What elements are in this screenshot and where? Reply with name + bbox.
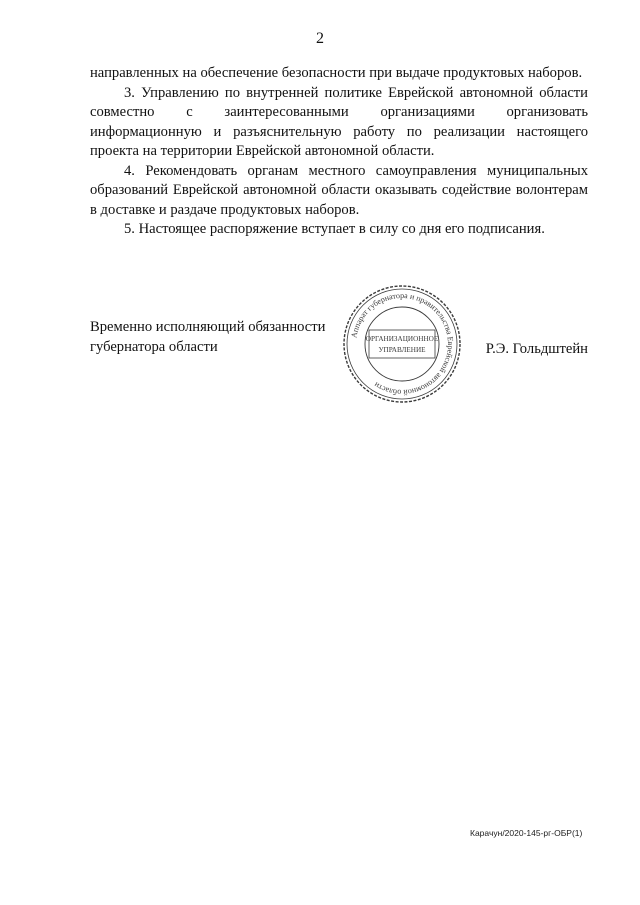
seal-center-line-1: ОРГАНИЗАЦИОННОЕ [365, 335, 439, 343]
seal-center-line-2: УПРАВЛЕНИЕ [378, 346, 426, 354]
document-body [90, 64, 588, 240]
paragraph-item-4: 4. Рекомендовать органам местного самоуправления муниципальных образований Еврейской автономной области оказывать содействие волонтерам в доставке и раздаче продуктовых наборов. [90, 162, 588, 218]
official-seal [338, 280, 466, 408]
paragraph-item-3: 3. Управлению по внутренней политике Еврейской автономной области совместно с заинтересованными организациями организовать информационную и разъяснительную работу по реализации настоящего проекта на территории Еврейской автономной области. [90, 84, 588, 159]
signatory-title-line-1: Временно исполняющий обязанности [90, 319, 326, 335]
seal-ring-text: Аппарат губернатора и правительства Еврейской автономной области [349, 290, 456, 398]
paragraph-continuation: направленных на обеспечение безопасности при выдаче продуктовых наборов. [90, 65, 583, 81]
paragraph-item-5: 5. Настоящее распоряжение вступает в силу со дня его подписания. [124, 221, 545, 237]
document-code: Карачун/2020-145-рг-ОБР(1) [470, 828, 583, 838]
page-number: 2 [316, 30, 324, 47]
signatory-name: Р.Э. Гольдштейн [485, 341, 588, 357]
signatory-title-line-2: губернатора области [90, 339, 218, 355]
